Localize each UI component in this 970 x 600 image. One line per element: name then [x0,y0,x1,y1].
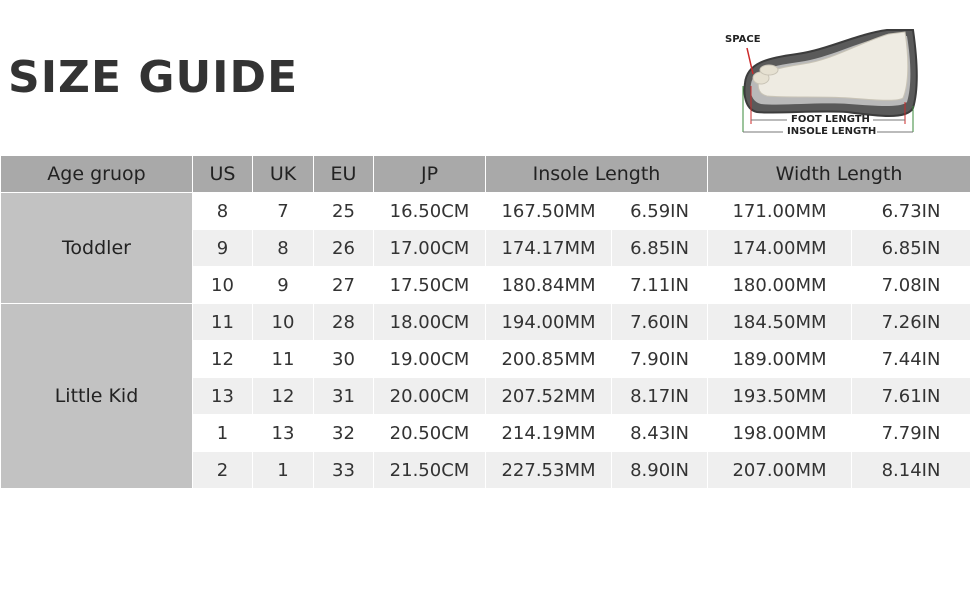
jp-cell: 20.00CM [374,378,486,415]
us-cell: 1 [193,415,253,452]
width-mm-cell: 171.00MM [708,193,852,230]
uk-cell: 13 [253,415,314,452]
header-jp: JP [374,156,486,193]
space-label: SPACE [725,34,761,45]
eu-cell: 27 [314,267,374,304]
uk-cell: 8 [253,230,314,267]
width-mm-cell: 184.50MM [708,304,852,341]
eu-cell: 33 [314,452,374,489]
eu-cell: 26 [314,230,374,267]
eu-cell: 31 [314,378,374,415]
table-row [1,193,970,230]
us-cell: 13 [193,378,253,415]
header-us: US [193,156,253,193]
eu-cell: 28 [314,304,374,341]
insole-in-cell: 8.43IN [612,415,708,452]
insole-mm-cell: 214.19MM [486,415,612,452]
insole-mm-cell: 200.85MM [486,341,612,378]
size-table [0,155,970,489]
us-cell: 12 [193,341,253,378]
insole-mm-cell: 227.53MM [486,452,612,489]
jp-cell: 20.50CM [374,415,486,452]
uk-cell: 11 [253,341,314,378]
jp-cell: 18.00CM [374,304,486,341]
foot-measurement-diagram [725,28,920,140]
width-mm-cell: 180.00MM [708,267,852,304]
header-insole-length: Insole Length [486,156,708,193]
insole-in-cell: 7.60IN [612,304,708,341]
insole-mm-cell: 180.84MM [486,267,612,304]
us-cell: 10 [193,267,253,304]
insole-mm-cell: 194.00MM [486,304,612,341]
width-in-cell: 6.85IN [852,230,970,267]
header-uk: UK [253,156,314,193]
insole-in-cell: 8.90IN [612,452,708,489]
width-mm-cell: 198.00MM [708,415,852,452]
insole-length-label: INSOLE LENGTH [787,126,877,137]
width-mm-cell: 189.00MM [708,341,852,378]
width-in-cell: 6.73IN [852,193,970,230]
eu-cell: 25 [314,193,374,230]
insole-mm-cell: 167.50MM [486,193,612,230]
insole-in-cell: 7.11IN [612,267,708,304]
width-mm-cell: 174.00MM [708,230,852,267]
jp-cell: 21.50CM [374,452,486,489]
age-group-cell: Little Kid [1,304,193,489]
age-group-cell: Toddler [1,193,193,304]
uk-cell: 12 [253,378,314,415]
insole-in-cell: 6.59IN [612,193,708,230]
jp-cell: 17.50CM [374,267,486,304]
insole-in-cell: 6.85IN [612,230,708,267]
width-mm-cell: 193.50MM [708,378,852,415]
jp-cell: 17.00CM [374,230,486,267]
uk-cell: 1 [253,452,314,489]
uk-cell: 9 [253,267,314,304]
insole-in-cell: 7.90IN [612,341,708,378]
us-cell: 2 [193,452,253,489]
insole-mm-cell: 207.52MM [486,378,612,415]
us-cell: 8 [193,193,253,230]
foot-length-label: FOOT LENGTH [791,114,870,125]
width-mm-cell: 207.00MM [708,452,852,489]
width-in-cell: 7.79IN [852,415,970,452]
page-title: SIZE GUIDE [8,52,299,103]
us-cell: 11 [193,304,253,341]
uk-cell: 7 [253,193,314,230]
header-width-length: Width Length [708,156,970,193]
eu-cell: 32 [314,415,374,452]
table-header-row [1,156,970,193]
width-in-cell: 7.08IN [852,267,970,304]
uk-cell: 10 [253,304,314,341]
eu-cell: 30 [314,341,374,378]
us-cell: 9 [193,230,253,267]
jp-cell: 19.00CM [374,341,486,378]
jp-cell: 16.50CM [374,193,486,230]
insole-in-cell: 8.17IN [612,378,708,415]
width-in-cell: 7.44IN [852,341,970,378]
insole-mm-cell: 174.17MM [486,230,612,267]
header-age-group: Age gruop [1,156,193,193]
width-in-cell: 8.14IN [852,452,970,489]
width-in-cell: 7.61IN [852,378,970,415]
header-eu: EU [314,156,374,193]
width-in-cell: 7.26IN [852,304,970,341]
table-row [1,304,970,341]
